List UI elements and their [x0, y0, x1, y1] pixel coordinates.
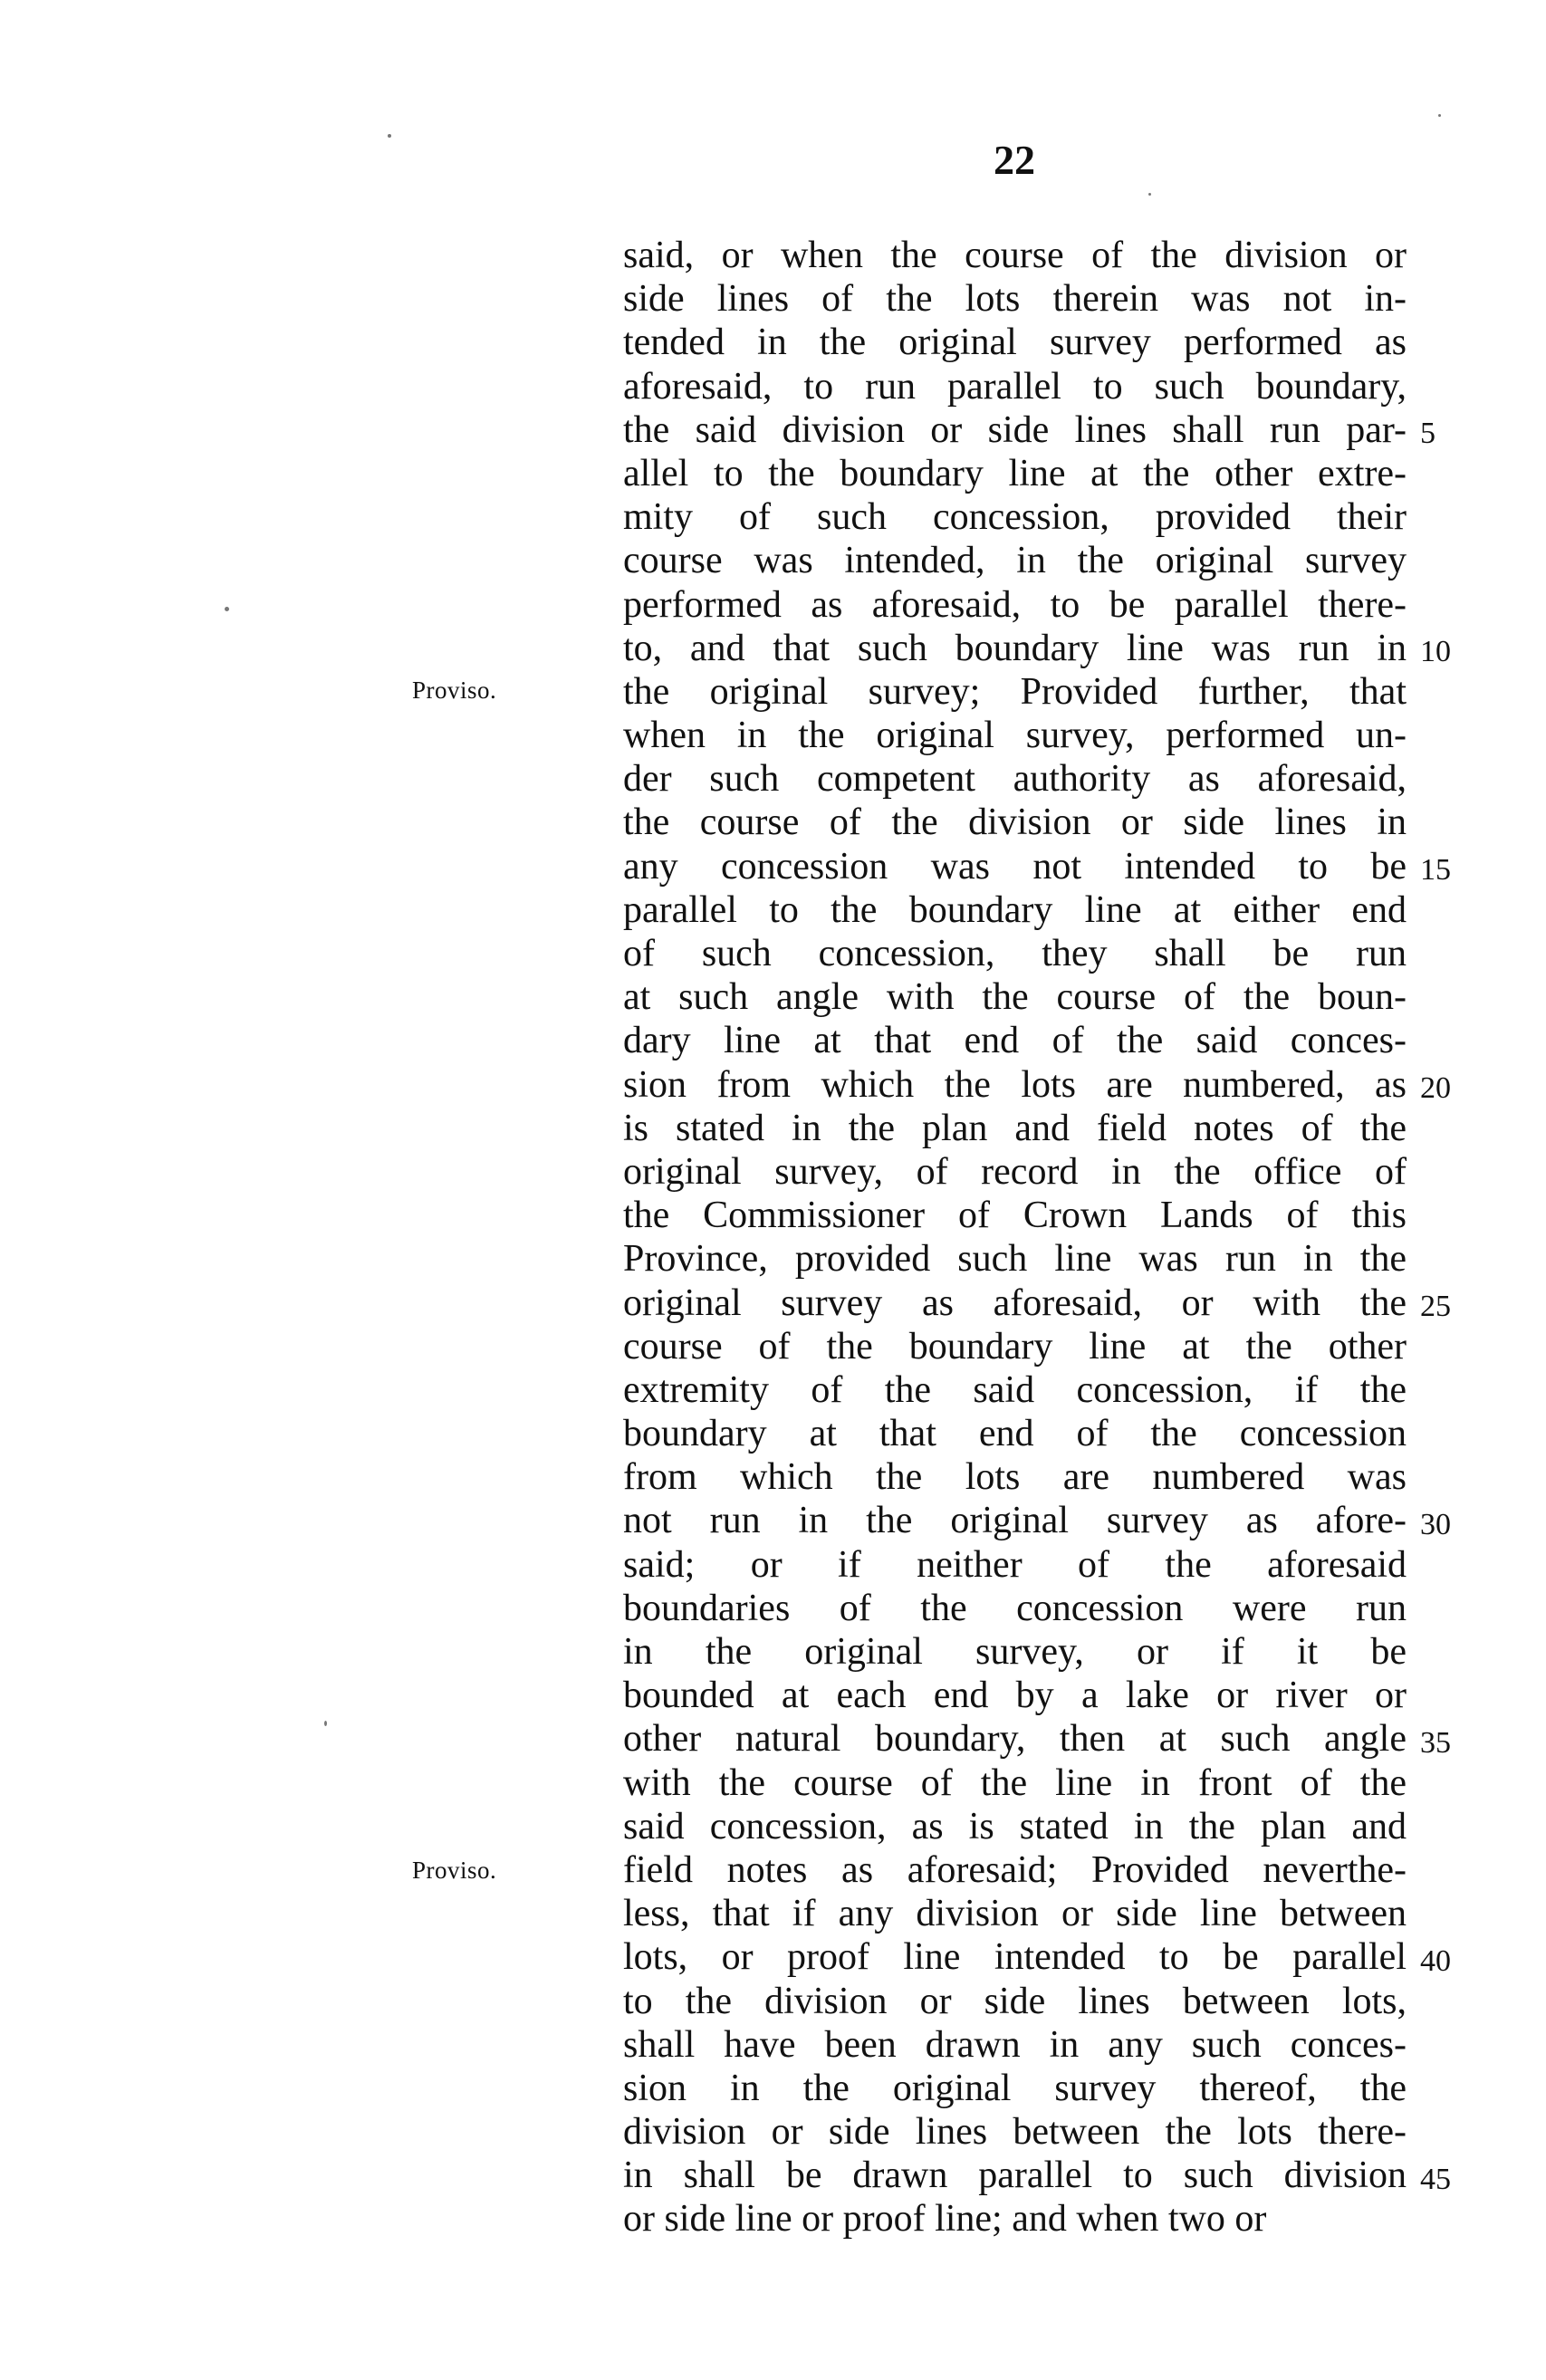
- text-line: in shall be drawn parallel to such division: [623, 2154, 1407, 2197]
- text-line: at such angle with the course of the boun-: [623, 976, 1407, 1019]
- print-speck: [1438, 114, 1441, 117]
- print-speck: [324, 1721, 327, 1726]
- line-number: 35: [1420, 1726, 1451, 1760]
- line-number: 10: [1420, 635, 1451, 668]
- text-line: any concession was not intended to be: [623, 845, 1407, 888]
- text-line: sion in the original survey thereof, the: [623, 2067, 1407, 2109]
- text-line: extremity of the said concession, if the: [623, 1368, 1407, 1411]
- text-line: to the division or side lines between lots,: [623, 1980, 1407, 2022]
- margin-note-proviso: Proviso.: [412, 677, 497, 704]
- text-line: side lines of the lots therein was not in-: [623, 278, 1407, 321]
- text-line: performed as aforesaid, to be parallel there-: [623, 583, 1407, 626]
- text-line: original survey as aforesaid, or with the: [623, 1281, 1407, 1324]
- text-line: course was intended, in the original survey: [623, 540, 1407, 582]
- text-line: the course of the division or side lines in: [623, 801, 1407, 844]
- text-line: in the original survey, or if it be: [623, 1631, 1407, 1673]
- text-line: other natural boundary, then at such angle: [623, 1718, 1407, 1761]
- text-line: of such concession, they shall be run: [623, 933, 1407, 974]
- text-line: not run in the original survey as afore-: [623, 1500, 1407, 1542]
- text-line: boundary at that end of the concession: [623, 1413, 1407, 1455]
- text-line: original survey, of record in the office of: [623, 1150, 1407, 1193]
- print-speck: [1148, 193, 1151, 196]
- text-line: to, and that such boundary line was run in: [623, 627, 1407, 669]
- text-line: aforesaid, to run parallel to such boundary,: [623, 365, 1407, 408]
- text-line: shall have been drawn in any such conces-: [623, 2023, 1407, 2066]
- text-line: field notes as aforesaid; Provided neverthe-: [623, 1848, 1407, 1891]
- text-line: the Commissioner of Crown Lands of this: [623, 1195, 1407, 1237]
- text-line: allel to the boundary line at the other extre-: [623, 452, 1407, 494]
- text-line: the said division or side lines shall run par-: [623, 408, 1407, 451]
- print-speck: [388, 134, 391, 138]
- text-line: with the course of the line in front of the: [623, 1761, 1407, 1804]
- text-line: is stated in the plan and field notes of the: [623, 1107, 1407, 1149]
- text-line: lots, or proof line intended to be parallel: [623, 1936, 1407, 1979]
- text-line: boundaries of the concession were run: [623, 1587, 1407, 1629]
- text-line: dary line at that end of the said conces-: [623, 1020, 1407, 1062]
- line-number: 25: [1420, 1290, 1451, 1323]
- text-line: when in the original survey, performed un-: [623, 715, 1407, 757]
- text-line: said, or when the course of the division or: [623, 235, 1407, 276]
- body-text: [623, 234, 1407, 2241]
- text-line: the original survey; Provided further, that: [623, 670, 1407, 713]
- text-line: der such competent authority as aforesaid,: [623, 758, 1407, 801]
- line-number: 5: [1420, 417, 1436, 450]
- text-line: sion from which the lots are numbered, as: [623, 1063, 1407, 1106]
- text-line: course of the boundary line at the other: [623, 1325, 1407, 1368]
- text-line: mity of such concession, provided their: [623, 496, 1407, 539]
- text-line: Province, provided such line was run in the: [623, 1238, 1407, 1281]
- margin-note-proviso: Proviso.: [412, 1857, 497, 1884]
- line-number: 20: [1420, 1071, 1451, 1105]
- text-line: said concession, as is stated in the plan and: [623, 1805, 1407, 1847]
- text-line: parallel to the boundary line at either end: [623, 888, 1407, 931]
- print-speck: [225, 607, 229, 611]
- text-line: tended in the original survey performed as: [623, 321, 1407, 364]
- text-line: from which the lots are numbered was: [623, 1456, 1407, 1499]
- text-line: said; or if neither of the aforesaid: [623, 1543, 1407, 1586]
- line-number: 15: [1420, 853, 1451, 887]
- line-number: 45: [1420, 2163, 1451, 2196]
- line-number: 40: [1420, 1944, 1451, 1978]
- text-line: bounded at each end by a lake or river or: [623, 1675, 1407, 1717]
- page-number: 22: [994, 137, 1035, 183]
- text-line: or side line or proof line; and when two or: [623, 2198, 1267, 2241]
- text-line: division or side lines between the lots there-: [623, 2111, 1407, 2154]
- text-line: less, that if any division or side line between: [623, 1893, 1407, 1935]
- line-number: 30: [1420, 1508, 1451, 1541]
